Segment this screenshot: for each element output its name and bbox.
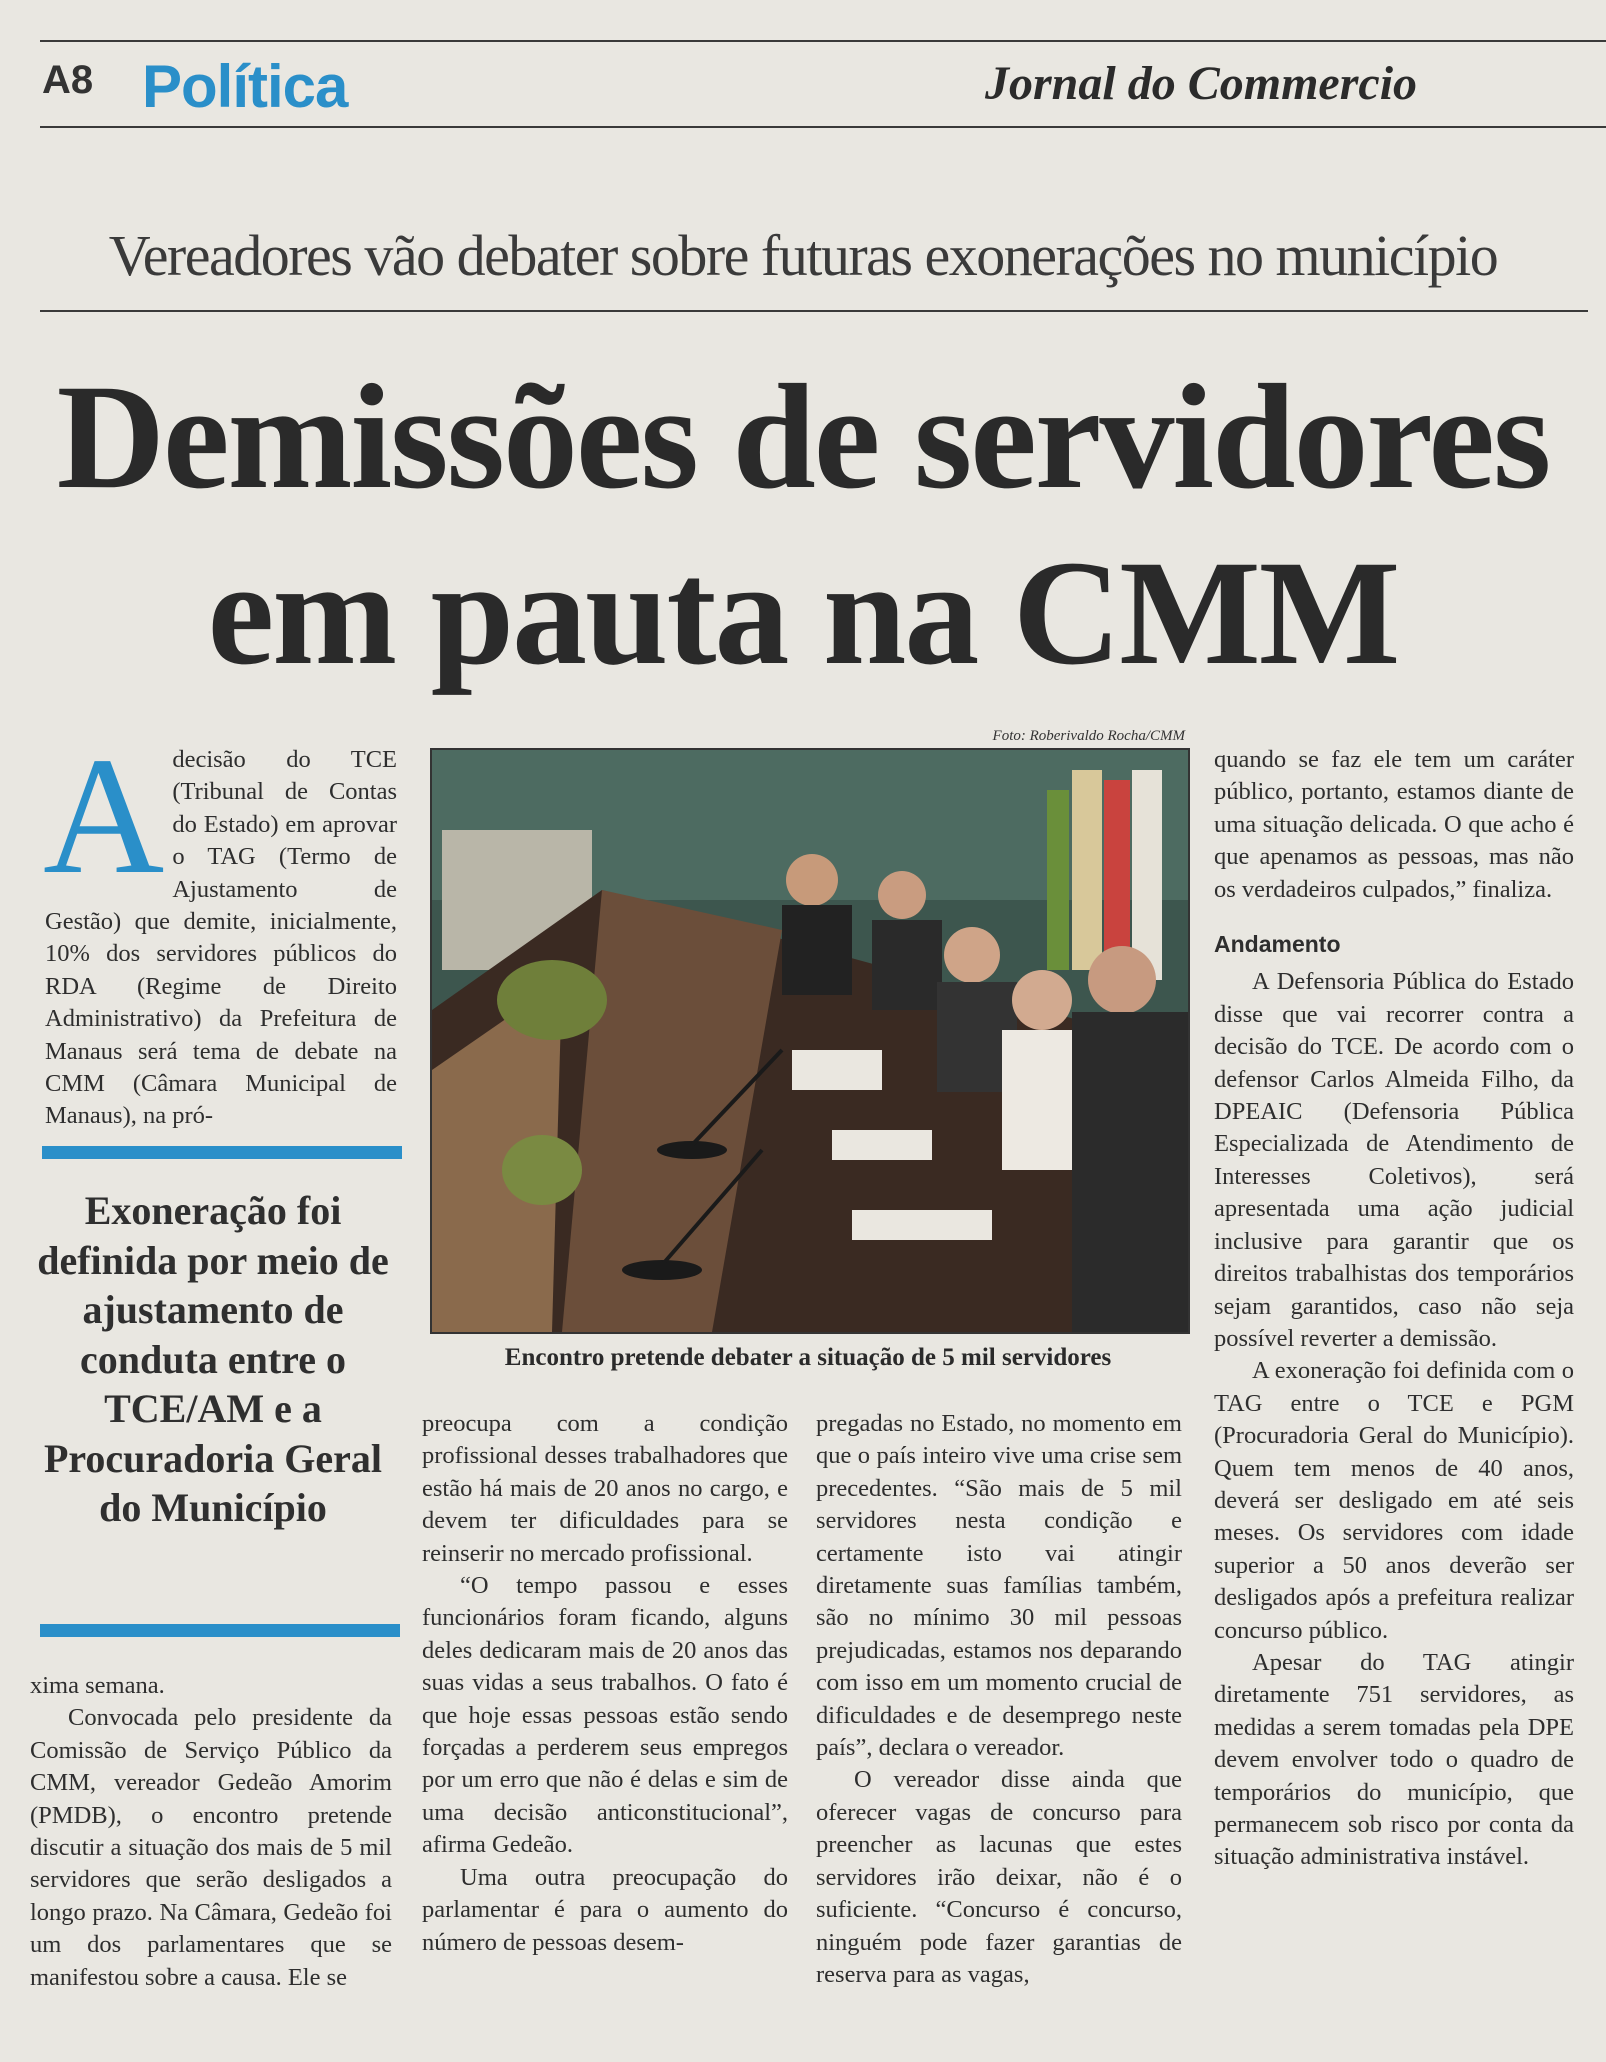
article-paragraph: Convocada pelo presidente da Comissão de Serviço Público da CMM, vereador Gedeão Amorim (PMDB), o encontro pretende discutir a situação dos mais de 5 mil servidores que serão desligados a longo prazo. Na Câmara, Gedeão foi um dos parlamentares que se manifestou sobre a causa. Ele se [30, 1704, 392, 1991]
drop-cap: A [43, 723, 165, 909]
section-title: Política [142, 53, 348, 120]
article-paragraph: preocupa com a condição profissional desses trabalhadores que estão há mais de 20 anos no cargo, e devem ter dificuldades para se reinserir no mercado profissional. [422, 1410, 788, 1567]
pullquote: Exoneração foi definida por meio de ajustamento de conduta entre o TCE/AM e a Procuradoria Geral do Município [37, 1188, 389, 1530]
article-column-2 [422, 1408, 788, 1959]
article-paragraph: pregadas no Estado, no momento em que o país inteiro vive uma crise sem precedentes. “São mais de 5 mil servidores nesta condição e certamente isto vai atingir diretamente suas famílias também, são no mínimo 30 mil pessoas prejudicadas, estamos nos deparando com isso em um momento crucial de dificuldades e de desemprego neste país”, declara o vereador. [816, 1410, 1182, 1762]
headline-line-1: Demissões de servidores [56, 354, 1550, 520]
article-column-4 [1214, 744, 1574, 1874]
subheadline: Vereadores vão debater sobre futuras exonerações no município [108, 223, 1498, 288]
page-number: A8 [42, 58, 94, 102]
pullquote-top-bar [42, 1146, 402, 1159]
article-paragraph: quando se faz ele tem um caráter público, portanto, estamos diante de uma situação delicada. O que acho é que apenamos as pessoas, mas não os verdadeiros culpados,” finaliza. [1214, 746, 1574, 903]
news-photo [430, 748, 1190, 1334]
article-column-1-top [43, 723, 397, 1133]
article-column-1-bottom [30, 1670, 392, 1994]
article-paragraph: Apesar do TAG atingir diretamente 751 servidores, as medidas a serem tomadas pela DPE devem envolver todo o quadro de temporários do município, que permanecem sob risco por conta da situação administrativa instável. [1214, 1648, 1574, 1871]
masthead-rule [40, 126, 1606, 128]
article-paragraph: A Defensoria Pública do Estado disse que vai recorrer contra a decisão do TCE. De acordo com o defensor Carlos Almeida Filho, da DPEAIC (Defensoria Pública Especializada de Atendimento de Interesses Coletivos), será apresentada uma ação judicial inclusive para garantir que os direitos trabalhistas dos temporários sejam garantidos, caso não seja possível reverter a demissão. [1214, 968, 1574, 1352]
meeting-photo-illustration [432, 750, 1188, 1332]
pullquote-bottom-bar [40, 1624, 400, 1637]
photo-caption: Encontro pretende debater a situação de 5 mil servidores [504, 1344, 1112, 1371]
subhead-rule [40, 310, 1588, 312]
top-rule [40, 40, 1606, 42]
article-paragraph: A exoneração foi definida com o TAG entre o TCE e PGM (Procuradoria Geral do Município). Quem tem menos de 40 anos, deverá ser desligado em até seis meses. Os servidores com idade superior a 50 anos deverão ser desligados após a prefeitura realizar concurso público. [1214, 1357, 1574, 1644]
newspaper-logo: Jornal do Commercio [985, 57, 1418, 110]
article-paragraph: xima semana. [30, 1672, 165, 1699]
article-paragraph: O vereador disse ainda que oferecer vagas de concurso para preencher as lacunas que estes servidores irão deixar, não é o suficiente. “Concurso é concurso, ninguém pode fazer garantias de reserva para as vagas, [816, 1766, 1182, 1988]
article-paragraph: “O tempo passou e esses funcionários foram ficando, alguns deles dedicaram mais de 20 anos das suas vidas a seus trabalhos. O fato é que hoje essas pessoas estão sendo forçadas a perderem seus empregos por um erro que não é delas e sim de uma decisão anticonstitucional”, afirma Gedeão. [422, 1572, 788, 1859]
article-column-3 [816, 1408, 1182, 1991]
section-subtitle: Andamento [1214, 931, 1341, 958]
headline-line-2: em pauta na CMM [207, 530, 1399, 696]
headline [40, 354, 1566, 696]
article-paragraph: Uma outra preocupação do parlamentar é para o aumento do número de pessoas desem- [422, 1863, 788, 1956]
article-paragraph: decisão do TCE (Tribunal de Contas do Estado) em aprovar o TAG (Termo de Ajustamento de Gestão) que demite, inicialmente, 10% dos servidores públicos do RDA (Regime de Direito Administrativo) da Prefeitura de Manaus será tema de debate na CMM (Câmara Municipal de Manaus), na pró- [45, 746, 397, 1130]
photo-credit: Foto: Roberivaldo Rocha/CMM [992, 728, 1185, 744]
